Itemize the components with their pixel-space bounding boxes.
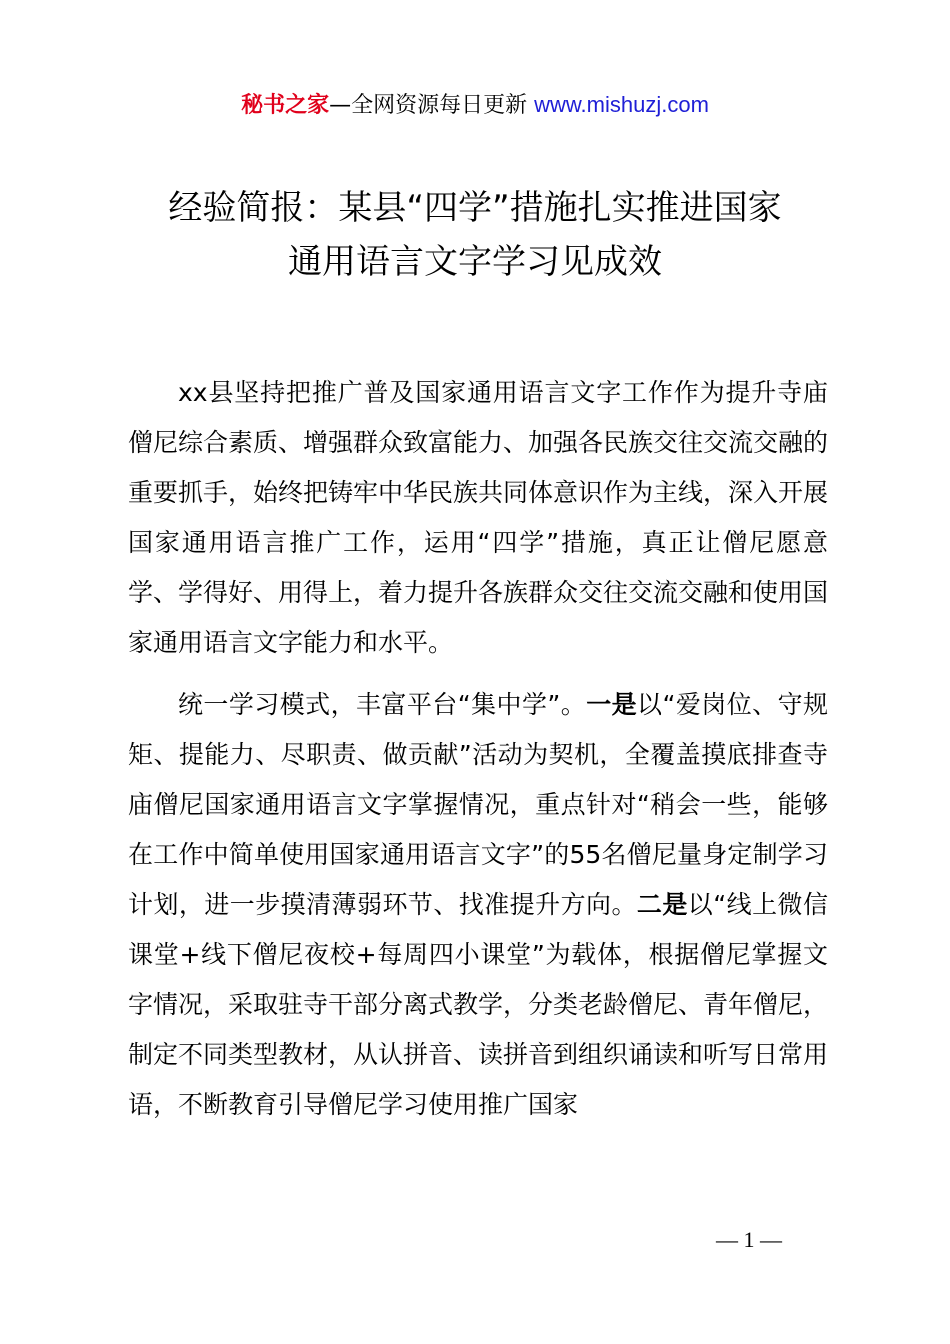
- page-number: — 1 —: [716, 1227, 782, 1252]
- point-marker-1: 一是: [586, 690, 638, 719]
- site-url[interactable]: www.mishuzj.com: [534, 92, 709, 117]
- point-text-2: 以“线上微信课堂+线下僧尼夜校+每周四小课堂”为载体，根据僧尼掌握文字情况，采取驻寺干部分离式教学，分类老龄僧尼、青年僧尼，制定不同类型教材，从认拼音、读拼音到组织诵读和听写日常用语，不断教育引导僧尼学习使用推广国家: [128, 890, 829, 1119]
- title-line-2: 通用语言文字学习见成效: [288, 242, 662, 282]
- paragraph-centralized-learning: [128, 680, 828, 1130]
- document-title: [60, 181, 890, 289]
- section-heading: 统一学习模式，丰富平台“集中学”。: [178, 690, 587, 719]
- brand-name: 秘书之家: [241, 93, 330, 118]
- paragraph-intro: xx县坚持把推广普及国家通用语言文字工作作为提升寺庙僧尼综合素质、增强群众致富能力、加强各民族交往交流交融的重要抓手，始终把铸牢中华民族共同体意识作为主线，深入开展国家通用语言推广工作，运用“四学”措施，真正让僧尼愿意学、学得好、用得上，着力提升各族群众交往交流交融和使用国家通用语言文字能力和水平。: [128, 378, 829, 657]
- header-tagline: —全网资源每日更新: [329, 93, 535, 118]
- title-line-1: 经验简报：某县“四学”措施扎实推进国家: [168, 188, 782, 228]
- point-marker-2: 二是: [636, 890, 688, 919]
- point-text-1: 以“爱岗位、守规矩、提能力、尽职责、做贡献”活动为契机，全覆盖摸底排查寺庙僧尼国家通用语言文字掌握情况，重点针对“稍会一些，能够在工作中简单使用国家通用语言文字”的55名僧尼量身定制学习计划，进一步摸清薄弱环节、找准提升方向。: [128, 690, 828, 919]
- document-body: [128, 368, 828, 1130]
- watermark-header: [0, 88, 950, 123]
